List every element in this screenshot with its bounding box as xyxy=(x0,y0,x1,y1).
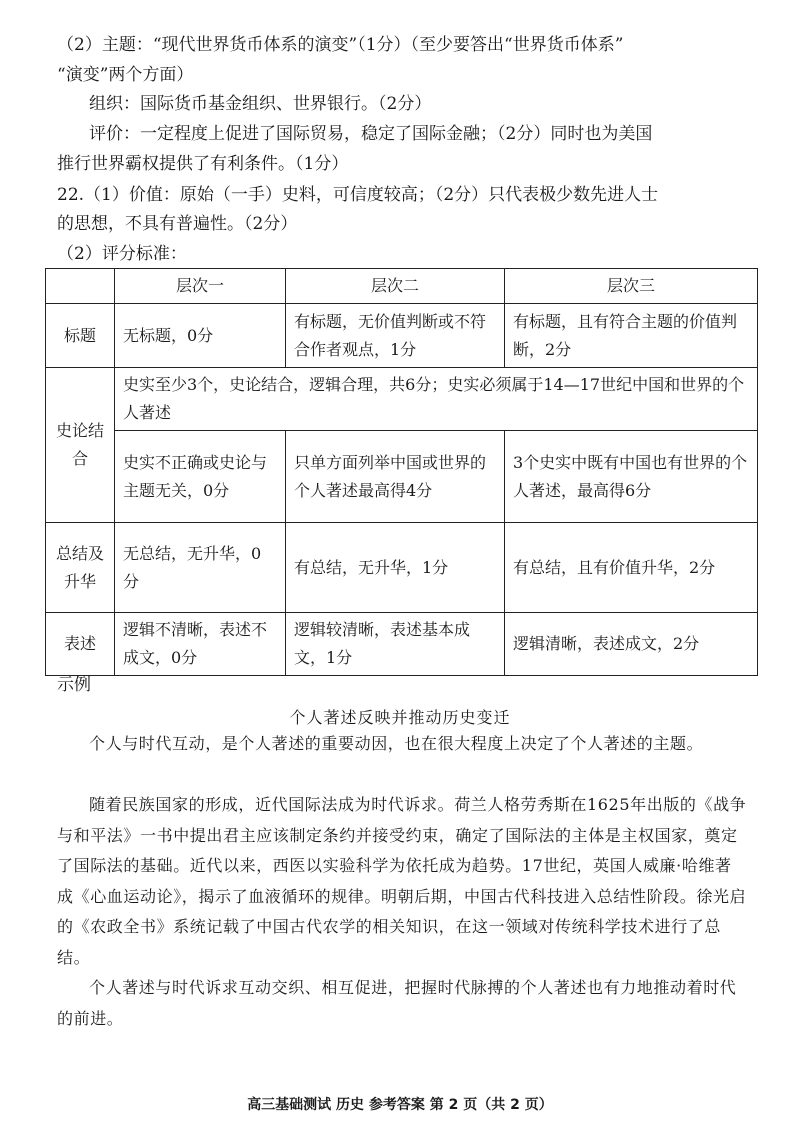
table-row-history-general xyxy=(46,368,758,431)
scoring-criteria-heading: （2）评分标准： xyxy=(57,244,187,264)
history-level-3: 3个史实中既有中国也有世界的个人著述，最高得6分 xyxy=(505,431,758,523)
expression-level-2: 逻辑较清晰，表述基本成文，1分 xyxy=(286,613,505,676)
row-label-expression: 表述 xyxy=(46,613,115,676)
row-label-history: 史论结合 xyxy=(46,368,115,523)
history-level-2: 只单方面列举中国或世界的个人著述最高得4分 xyxy=(286,431,505,523)
example-paragraph-1 xyxy=(57,729,747,760)
example-paragraph-2 xyxy=(57,790,747,973)
history-general-requirement: 史实至少3个，史论结合，逻辑合理，共6分；史实必须属于14—17世纪中国和世界的个人著述 xyxy=(115,368,758,431)
example-paragraph-1-text: 个人与时代互动，是个人著述的重要动因，也在很大程度上决定了个人著述的主题。 xyxy=(89,734,704,753)
header-level-2: 层次二 xyxy=(286,269,505,304)
summary-level-1: 无总结，无升华，0分 xyxy=(115,523,286,613)
row-label-title: 标题 xyxy=(46,304,115,368)
header-level-1: 层次一 xyxy=(115,269,286,304)
scoring-table xyxy=(45,268,758,676)
q21-evaluation-line: 评价：一定程度上促进了国际贸易，稳定了国际金融；（2分）同时也为美国 xyxy=(89,124,653,144)
page-footer: 高三基础测试 历史 参考答案 第 2 页（共 2 页） xyxy=(247,1097,553,1113)
header-corner-cell xyxy=(46,269,115,304)
q21-theme-line-cont: “演变”两个方面） xyxy=(57,65,194,85)
history-level-1: 史实不正确或史论与主题无关，0分 xyxy=(115,431,286,523)
example-paragraph-3 xyxy=(57,973,747,1034)
expression-level-1: 逻辑不清晰，表述不成文，0分 xyxy=(115,613,286,676)
expression-level-3: 逻辑清晰，表述成文，2分 xyxy=(505,613,758,676)
q22-value-line: 22.（1）价值：原始（一手）史料，可信度较高；（2分）只代表极少数先进人士 xyxy=(57,185,659,205)
sample-label: 示例 xyxy=(57,675,91,695)
example-paragraph-3-text: 个人著述与时代诉求互动交织、相互促进，把握时代脉搏的个人著述也有力地推动着时代的前进。 xyxy=(57,978,737,1028)
example-title: 个人著述反映并推动历史变迁 xyxy=(289,708,511,727)
table-row-history-levels xyxy=(46,431,758,523)
table-row-expression xyxy=(46,613,758,676)
row-label-summary: 总结及升华 xyxy=(46,523,115,613)
q22-value-line-cont: 的思想，不具有普遍性。（2分） xyxy=(57,214,298,234)
summary-level-3: 有总结，且有价值升华，2分 xyxy=(505,523,758,613)
q21-organization-line: 组织：国际货币基金组织、世界银行。（2分） xyxy=(89,94,432,114)
title-level-1: 无标题，0分 xyxy=(115,304,286,368)
title-level-3: 有标题，且有符合主题的价值判断，2分 xyxy=(505,304,758,368)
header-level-3: 层次三 xyxy=(505,269,758,304)
title-level-2: 有标题，无价值判断或不符合作者观点，1分 xyxy=(286,304,505,368)
summary-level-2: 有总结，无升华，1分 xyxy=(286,523,505,613)
example-paragraph-2-text: 随着民族国家的形成，近代国际法成为时代诉求。荷兰人格劳秀斯在1625年出版的《战争与和平法》一书中提出君主应该制定条约并接受约束，确定了国际法的主体是主权国家，奠定了国际法的基础。近代以来，西医以实验科学为依托成为趋势。17世纪，英国人威廉·哈维著成《心血运动论》，揭示了血液循环的规律。明朝后期，中国古代科技进入总结性阶段。徐光启的《农政全书》系统记载了中国古代农学的相关知识，在这一领域对传统科学技术进行了总结。 xyxy=(57,795,747,967)
table-row-summary xyxy=(46,523,758,613)
q21-evaluation-line-cont: 推行世界霸权提供了有利条件。（1分） xyxy=(57,154,349,174)
table-row-title xyxy=(46,304,758,368)
table-header-row xyxy=(46,269,758,304)
q21-theme-line: （2）主题：“现代世界货币体系的演变”（1分）（至少要答出“世界货币体系” xyxy=(57,35,624,55)
